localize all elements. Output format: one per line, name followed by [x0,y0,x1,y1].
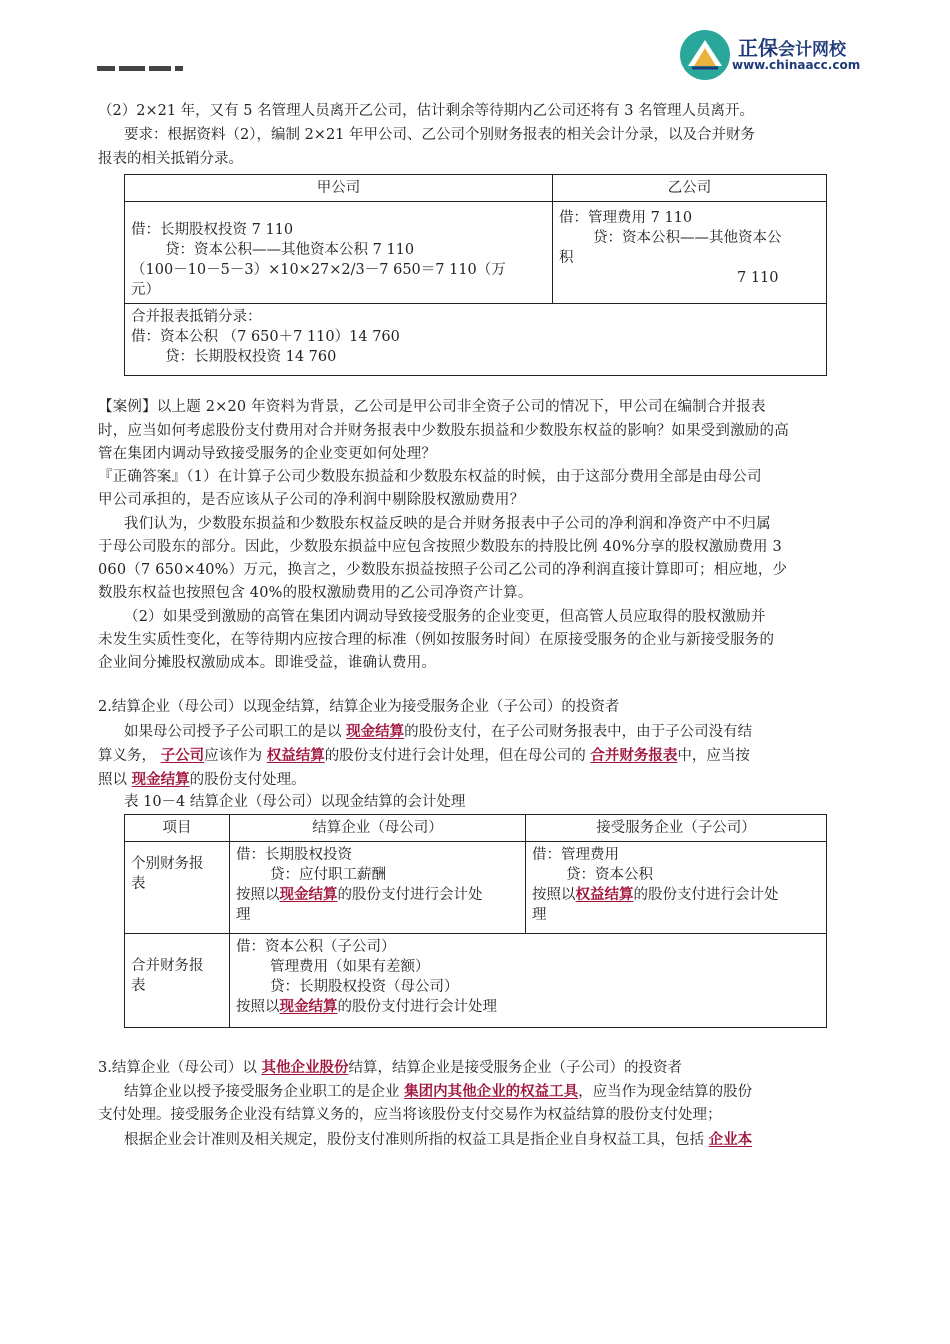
text: 的股份支付处理。 [189,772,306,788]
entry-line: 贷：资本公积 [566,867,653,883]
keyword-link[interactable]: 集团内其他企业的权益工具 [404,1083,579,1100]
table1-yi-line: 积 [559,250,574,266]
table2-head-parent: 结算企业（母公司） [230,815,526,842]
keyword-link[interactable]: 企业本 [708,1131,753,1148]
table1-head-yi: 乙公司 [553,175,827,202]
section1-requirement-line2: 报表的相关抵销分录。 [98,151,243,167]
text: 如果母公司授予子公司职工的是以 [124,724,347,740]
row-label: 个别财务报 [131,856,204,872]
table2-row1-subsidiary [526,842,827,934]
table1-yi-line: 7 110 [737,270,779,286]
entry-line: 借：管理费用 [532,847,619,863]
keyword-link[interactable]: 现金结算 [131,771,190,788]
entry-line: 借：资本公积（子公司） [236,939,396,955]
table2-row1-parent [230,842,526,934]
table1-head-jia: 甲公司 [125,175,553,202]
table2-row2-entries [230,934,827,1028]
answer-line5: 060（7 650×40%）万元，换言之，少数股东损益按照子公司乙公司的净利润直接计算即可；相应地，少 [98,562,788,578]
table1-yi-line: 贷：资本公积——其他资本公 [593,230,782,246]
answer-line7: （2）如果受到激励的高管在集团内调动导致接受服务的企业变更，但高管人员应取得的股权激励并 [124,609,766,625]
text: 的股份支付，在子公司财务报表中，由于子公司没有结 [404,724,753,740]
row-label: 合并财务报 [131,958,204,974]
answer-line8: 未发生实质性变化，在等待期内应按合理的标准（例如按服务时间）在原接受服务的企业与新接受服务的 [98,632,775,648]
header-mark [97,58,207,68]
section3-para-line1 [124,1080,752,1104]
logo-icon [678,28,732,82]
keyword-link[interactable]: 现金结算 [279,998,338,1015]
table1-yi-line: 借：管理费用 7 110 [559,210,693,226]
keyword-link[interactable]: 权益结算 [266,747,325,764]
section2-para-line1 [124,720,752,744]
table1-merge-entries [125,304,827,376]
table1-jia-line: 元） [131,282,160,298]
table2-row2-label [125,934,230,1028]
text: 按照以 [532,887,576,903]
keyword-link[interactable]: 现金结算 [346,723,405,740]
answer-line3: 我们认为，少数股东损益和少数股东权益反映的是合并财务报表中子公司的净利润和净资产中不归属 [124,516,771,532]
section3-title [98,1056,682,1080]
text: 照以 [98,772,132,788]
answer-line6: 数股东权益也按照包含 40%的股权激励费用的乙公司净资产计算。 [98,585,533,601]
logo-url: www.chinaacc.com [732,58,861,72]
section2-para-line3 [98,768,306,792]
table1-merge-line: 贷：长期股权投资 14 760 [165,349,337,365]
text: 结算企业以授予接受服务企业职工的是企业 [124,1084,405,1100]
table1-merge-line: 合并报表抵销分录： [131,309,262,325]
row-label: 表 [131,978,146,994]
section2-para-line2 [98,744,750,768]
keyword-link[interactable]: 权益结算 [575,886,634,903]
section1-intro: （2）2×21 年，又有 5 名管理人员离开乙公司，估计剩余等待期内乙公司还将有 3 名管理人员离开。 [98,103,755,119]
table2-caption: 表 10－4 结算企业（母公司）以现金结算的会计处理 [124,794,466,810]
keyword-link[interactable]: 其他企业股份 [261,1059,349,1076]
text: 按照以 [236,887,280,903]
section3-para-line2: 支付处理。接受服务企业没有结算义务的，应当将该股份支付交易作为权益结算的股份支付处理； [98,1107,722,1123]
text: 的股份支付进行会计处 [337,887,483,903]
entries-table-2 [124,814,827,1028]
entry-line: 贷：长期股权投资（母公司） [270,979,459,995]
text: 结算，结算企业是接受服务企业（子公司）的投资者 [348,1060,682,1076]
row-label: 表 [131,876,146,892]
table1-jia-entries [125,202,553,304]
answer-line4: 于母公司股东的部分。因此，少数股东损益中应包含按照少数股东的持股比例 40%分享的股权激励费用 3 [98,539,782,555]
entry-line: 管理费用（如果有差额） [270,959,430,975]
text: 的股份支付进行会计处理 [337,999,497,1015]
answer-line2: 甲公司承担的，是否应该从子公司的净利润中剔除股权激励费用？ [98,492,525,508]
text: 的股份支付进行会计处 [633,887,779,903]
table2-head-item: 项目 [125,815,230,842]
case-line1: 【案例】以上题 2×20 年资料为背景，乙公司是甲公司非全资子公司的情况下，甲公司在编制合并报表 [98,399,766,415]
entries-table-1 [124,174,827,376]
table1-jia-line: 借：长期股权投资 7 110 [131,222,294,238]
table1-jia-line: （100－10－5－3）×10×27×2/3－7 650＝7 110（万 [131,262,506,278]
case-line3: 管在集团内调动导致接受服务的企业变更如何处理？ [98,446,437,462]
case-line2: 时，应当如何考虑股份支付费用对合并财务报表中少数股东损益和少数股东权益的影响？如果受到激励的高 [98,423,789,439]
answer-line1: 『正确答案』（1）在计算子公司少数股东损益和少数股东权益的时候，由于这部分费用全部是由母公司 [98,469,762,485]
keyword-link[interactable]: 合并财务报表 [590,747,678,764]
text: 按照以 [236,999,280,1015]
keyword-link[interactable]: 子公司 [160,747,205,764]
section2-title: 2.结算企业（母公司）以现金结算，结算企业为接受服务企业（子公司）的投资者 [98,699,620,715]
table2-row1-label [125,842,230,934]
entry-line: 贷：应付职工薪酬 [270,867,386,883]
text: ，应当作为现金结算的股份 [578,1084,753,1100]
entry-line: 借：长期股权投资 [236,847,352,863]
table2-head-subsidiary: 接受服务企业（子公司） [526,815,827,842]
logo [678,26,878,82]
text: 应该作为 [204,748,267,764]
section1-requirement-line1: 要求：根据资料（2），编制 2×21 年甲公司、乙公司个别财务报表的相关会计分录，以及合并财务 [124,127,756,143]
answer-line9: 企业间分摊股权激励成本。即谁受益，谁确认费用。 [98,655,437,671]
table1-merge-line: 借：资本公积 （7 650＋7 110）14 760 [131,329,400,345]
keyword-link[interactable]: 现金结算 [279,886,338,903]
text: 算义务， [98,748,161,764]
text: 3.结算企业（母公司）以 [98,1060,262,1076]
text: 根据企业会计准则及相关规定，股份支付准则所指的权益工具是指企业自身权益工具，包括 [124,1132,709,1148]
entry-line: 理 [532,907,547,923]
entry-line: 理 [236,907,251,923]
section3-para-line3 [124,1128,752,1152]
text: 的股份支付进行会计处理，但在母公司的 [324,748,591,764]
logo-brand: 正保会计网校 [738,36,846,60]
text: 中，应当按 [677,748,750,764]
table1-yi-entries [553,202,827,304]
table1-jia-line: 贷：资本公积——其他资本公积 7 110 [165,242,415,258]
